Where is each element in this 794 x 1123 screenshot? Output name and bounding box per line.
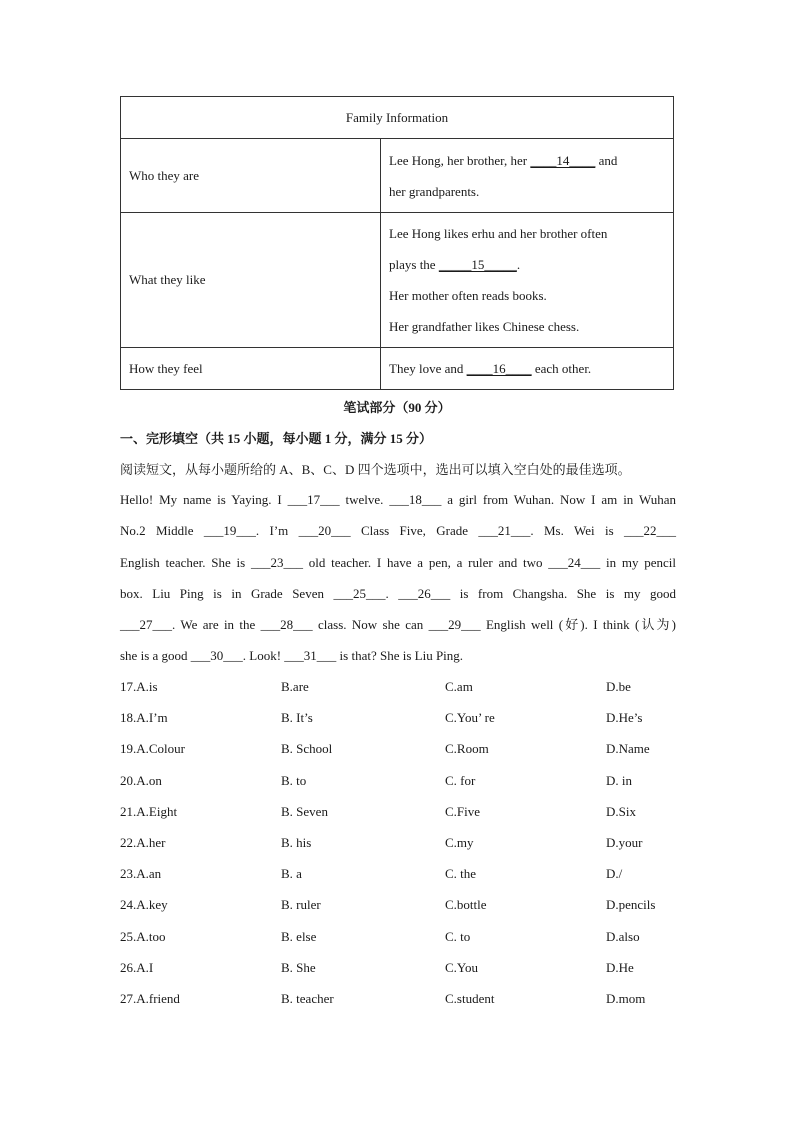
option-a[interactable]: 26.A.I [120, 959, 154, 975]
cell-line: plays the _____15_____. [389, 249, 665, 280]
option-a[interactable]: 27.A.friend [120, 990, 180, 1006]
instruction-text: 阅读短文，从每小题所给的 A、B、C、D 四个选项中，选出可以填入空白处的最佳选项。 [120, 462, 631, 477]
option-row [120, 953, 680, 984]
answer-options [120, 672, 680, 1015]
option-a[interactable]: 24.A.key [120, 897, 168, 913]
option-row [120, 890, 680, 921]
passage-line: she is a good ___30___. Look! ___31___ is that? She is Liu Ping. [120, 648, 464, 664]
question-heading: 一、完形填空（共 15 小题，每小题 1 分，满分 15 分） [120, 431, 433, 446]
option-d[interactable]: D.your [606, 834, 643, 850]
option-d[interactable]: D.He [606, 959, 634, 975]
reading-passage [120, 484, 676, 672]
option-b[interactable]: B.are [281, 679, 309, 694]
passage-line: ___27___. We are in the ___28___ class. Now she can ___29___ English well (好). I think (认为) [120, 617, 676, 633]
option-d[interactable]: D.Name [606, 741, 650, 757]
option-d[interactable]: D.Six [606, 803, 636, 819]
cell-line: They love and ____16____ each other. [389, 353, 665, 384]
option-b[interactable]: B. She [281, 959, 316, 975]
option-b[interactable]: B. his [281, 834, 312, 850]
option-b[interactable]: B. Seven [281, 803, 328, 819]
table-row-content [381, 139, 674, 213]
option-b[interactable]: B. ruler [281, 897, 321, 913]
option-a[interactable]: 21.A.Eight [120, 803, 178, 819]
option-d[interactable]: D.mom [606, 990, 646, 1006]
option-a[interactable]: 18.A.I’m [120, 710, 168, 726]
option-a[interactable]: 22.A.her [120, 834, 166, 850]
option-c[interactable]: C. for [445, 772, 476, 788]
option-d[interactable]: D.also [606, 928, 640, 944]
option-c[interactable]: C.bottle [445, 897, 487, 913]
option-a[interactable]: 23.A.an [120, 866, 162, 882]
option-c[interactable]: C.student [445, 990, 495, 1006]
passage-line: box. Liu Ping is in Grade Seven ___25___. ___26___ is from Changsha. She is my good [120, 585, 676, 601]
option-a[interactable]: 20.A.on [120, 772, 162, 788]
option-d[interactable]: D.pencils [606, 897, 656, 913]
cell-line: Lee Hong, her brother, her ____14____ and [389, 145, 665, 176]
answer-blank-14[interactable]: ____14____ [530, 152, 596, 168]
option-c[interactable]: C.am [445, 679, 473, 694]
option-b[interactable]: B. teacher [281, 990, 334, 1006]
answer-blank-16[interactable]: ____16____ [466, 361, 532, 376]
option-row [120, 734, 680, 765]
option-b[interactable]: B. else [281, 928, 317, 944]
option-a[interactable]: 17.A.is [120, 679, 158, 694]
passage-line: English teacher. She is ___23___ old teacher. I have a pen, a ruler and two ___24___ in my pencil [120, 554, 676, 570]
table-row-label: Who they are [121, 139, 381, 213]
section-title: 笔试部分（90 分） [343, 400, 451, 415]
option-b[interactable]: B. to [281, 772, 307, 788]
cell-line: Her mother often reads books. [389, 288, 547, 303]
option-row [120, 828, 680, 859]
option-c[interactable]: C.You’ re [445, 710, 495, 726]
cell-line: Lee Hong likes erhu and her brother often [389, 226, 608, 241]
option-c[interactable]: C. to [445, 928, 471, 944]
option-c[interactable]: C.Five [445, 803, 481, 819]
option-b[interactable]: B. It’s [281, 710, 313, 726]
option-row [120, 766, 680, 797]
table-row-label: What they like [121, 213, 381, 348]
answer-blank-15[interactable]: _____15_____ [438, 257, 517, 272]
option-a[interactable]: 19.A.Colour [120, 741, 185, 757]
cell-line: her grandparents. [389, 183, 480, 199]
table-row-label: How they feel [121, 348, 381, 390]
option-b[interactable]: B. School [281, 741, 333, 757]
option-d[interactable]: D./ [606, 866, 623, 882]
option-c[interactable]: C.my [445, 834, 474, 850]
option-row [120, 672, 680, 703]
option-d[interactable]: D. in [606, 772, 632, 788]
option-d[interactable]: D.He’s [606, 710, 643, 726]
option-row [120, 797, 680, 828]
cell-line: Her grandfather likes Chinese chess. [389, 319, 580, 334]
option-row [120, 922, 680, 953]
family-information-table [120, 96, 674, 390]
passage-line: Hello! My name is Yaying. I ___17___ twelve. ___18___ a girl from Wuhan. Now I am in Wuhan [120, 492, 676, 507]
option-row [120, 703, 680, 734]
option-b[interactable]: B. a [281, 866, 302, 882]
option-a[interactable]: 25.A.too [120, 928, 166, 944]
option-row [120, 859, 680, 890]
table-row-content [381, 348, 674, 390]
table-row-content [381, 213, 674, 348]
passage-line: No.2 Middle ___19___. I’m ___20___ Class Five, Grade ___21___. Ms. Wei is ___22___ [120, 523, 676, 539]
table-title: Family Information [121, 97, 674, 139]
option-c[interactable]: C.You [445, 959, 479, 975]
option-c[interactable]: C.Room [445, 741, 489, 757]
option-c[interactable]: C. the [445, 866, 477, 882]
option-d[interactable]: D.be [606, 679, 631, 694]
option-row [120, 984, 680, 1015]
